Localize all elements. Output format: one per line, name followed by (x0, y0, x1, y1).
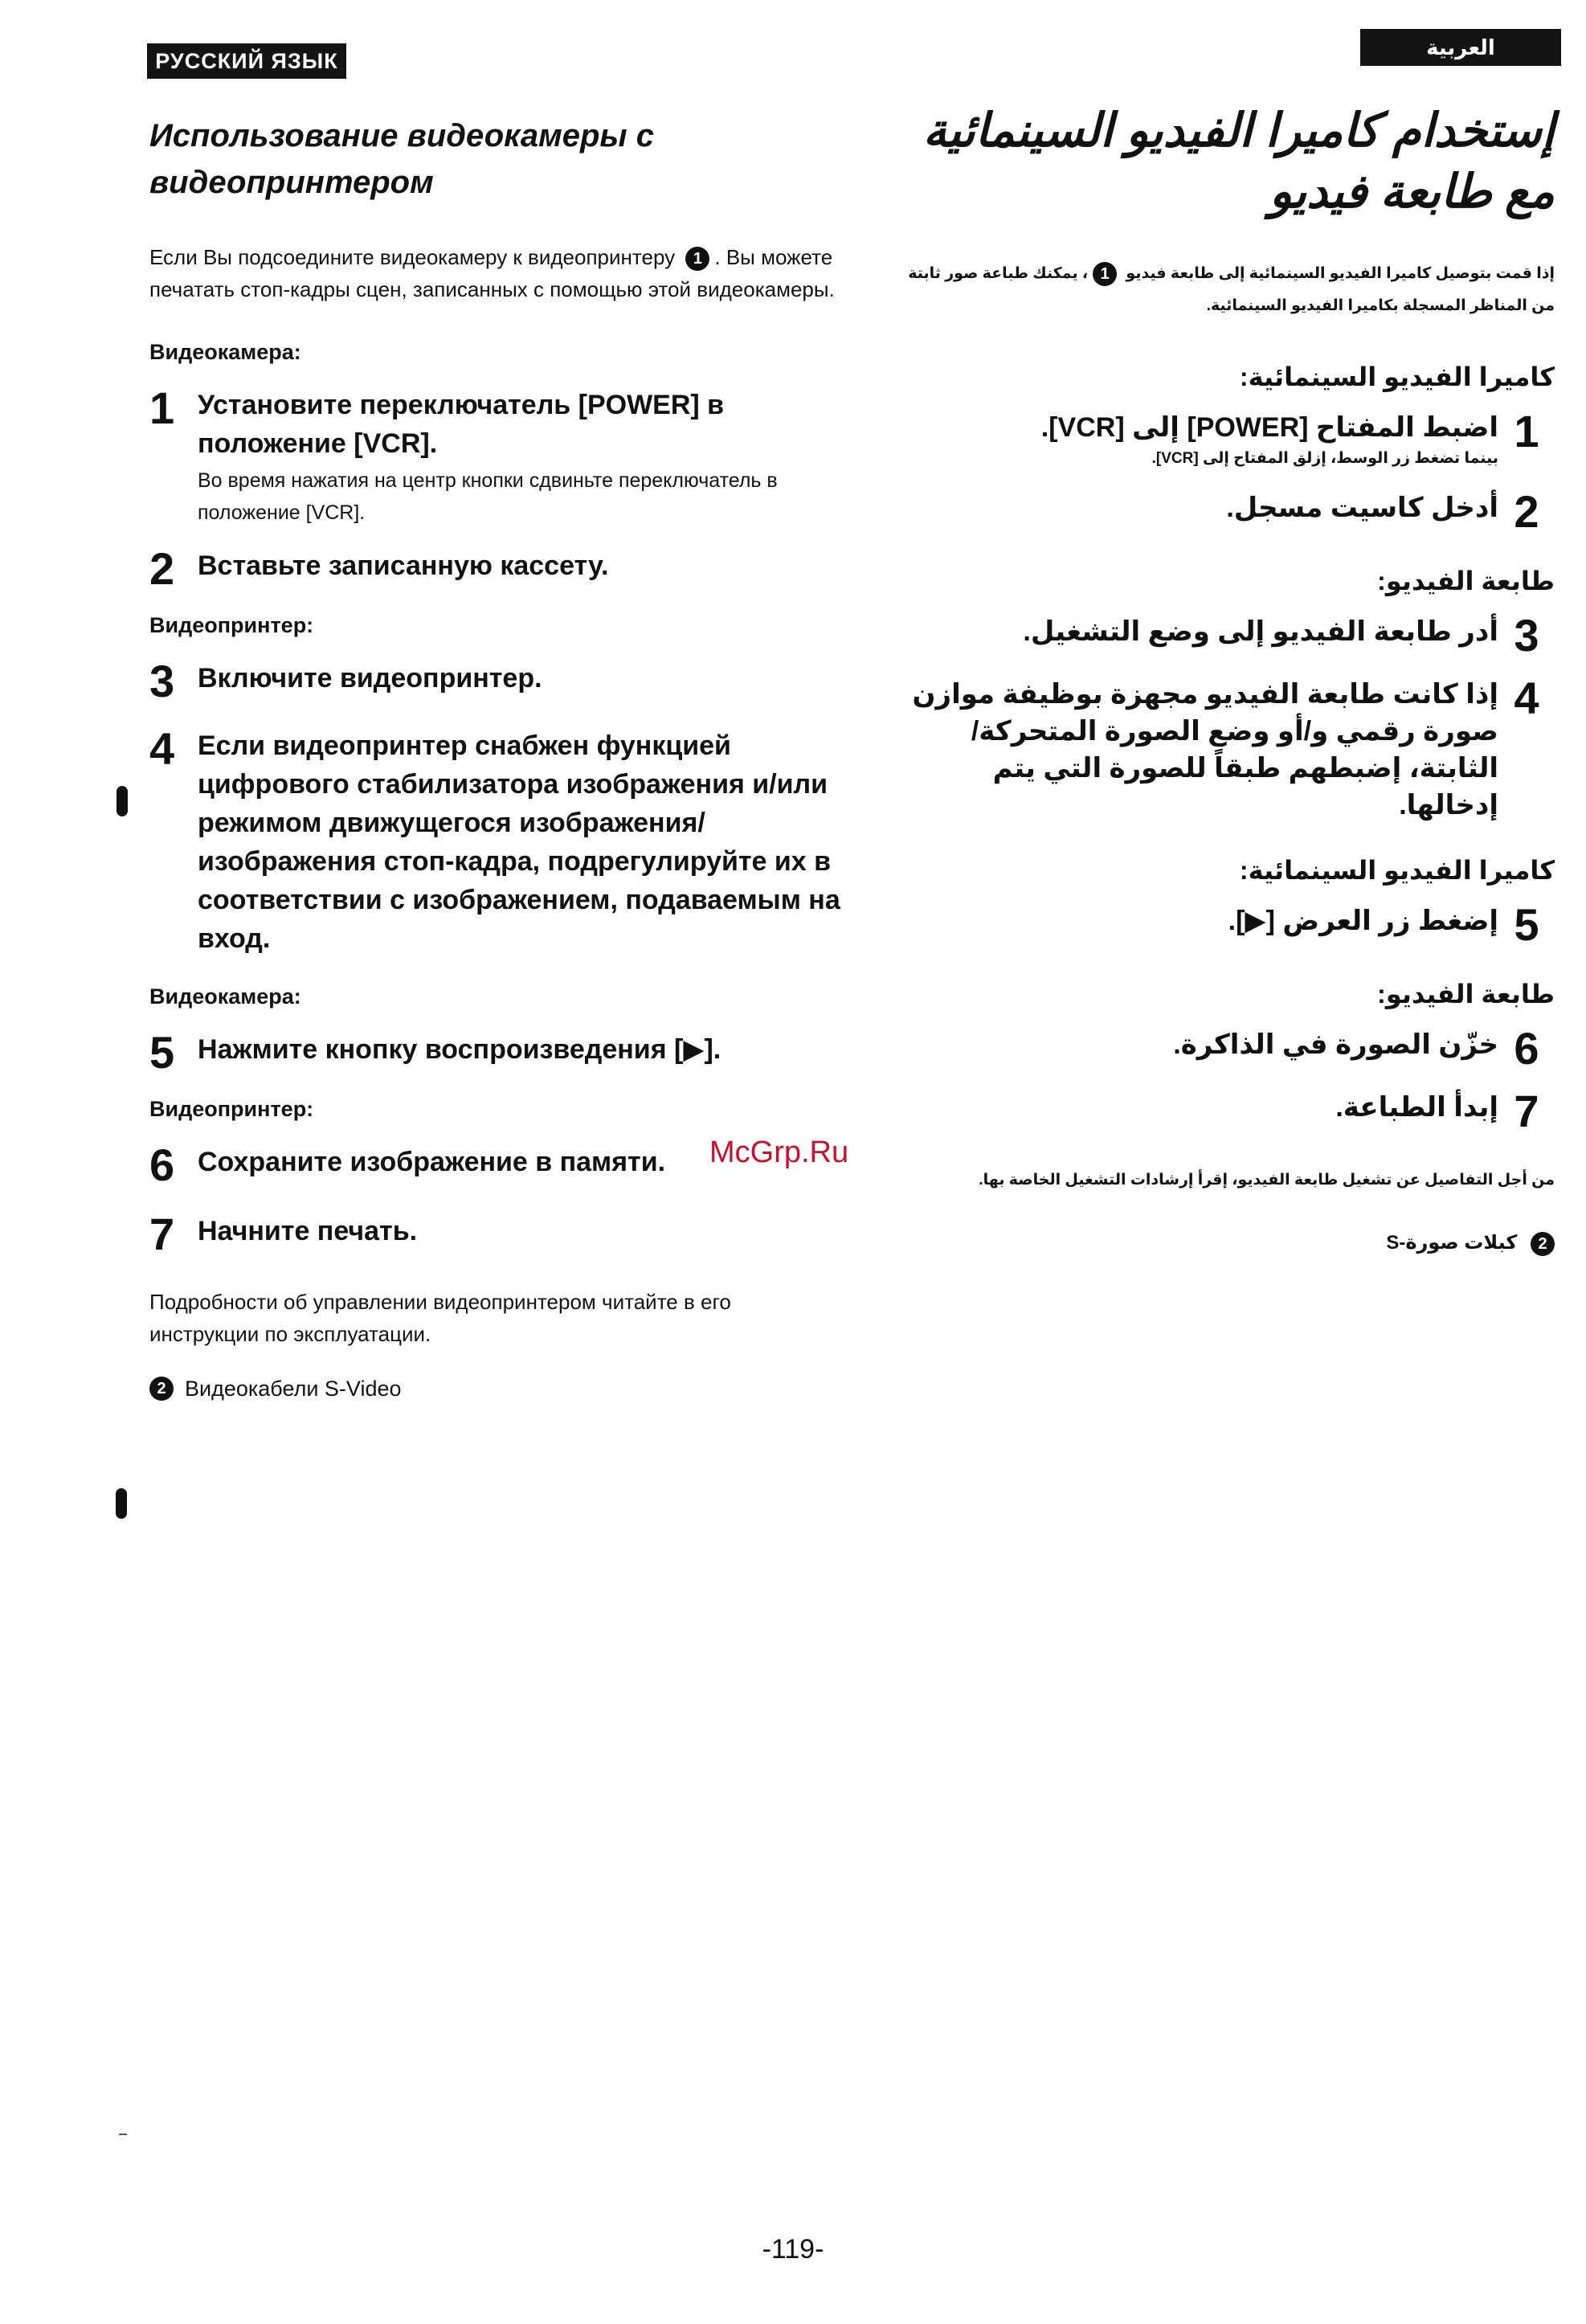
step-text: Вставьте записанную кассету. (198, 550, 609, 581)
step-3 (149, 656, 840, 706)
footnote-russian: Подробности об управлении видеопринтером читайте в его инструкции по эксплуатации. (149, 1290, 731, 1346)
margin-dash (119, 2134, 127, 2135)
step-7 (896, 1086, 1555, 1136)
page-title-arabic: إستخدام كاميرا الفيديو السينمائية مع طابعة فيديو (922, 104, 1555, 218)
footnote-arabic: من أجل التفاصيل عن تشغيل طابعة الفيديو، إقرأ إرشادات التشغيل الخاصة بها. (979, 1172, 1555, 1189)
step-text: أدخل كاسيت مسجل. (1226, 493, 1498, 523)
cable-legend-arabic (896, 1227, 1555, 1259)
step-2 (896, 486, 1555, 537)
cable-label: Видеокабели S-Video (185, 1377, 402, 1401)
step-text: أدر طابعة الفيديو إلى وضع التشغيل. (1023, 616, 1498, 647)
arabic-column (896, 100, 1555, 1259)
russian-column (149, 113, 840, 1405)
intro-text-start: Если Вы подсоедините видеокамеру к видеопринтеру (149, 245, 676, 269)
step-4 (149, 723, 840, 958)
step-subtext: Во время нажатия на центр кнопки сдвиньте переключатель в положение [VCR]. (198, 469, 778, 524)
margin-mark (116, 1488, 127, 1519)
section-printer: طابعة الفيديو: (1377, 567, 1555, 595)
section-camera: Видеокамера: (149, 984, 301, 1009)
section-camera: Видеокамера: (149, 340, 301, 364)
step-7 (149, 1209, 840, 1259)
section-camera: كاميرا الفيديو السينمائية: (1239, 856, 1555, 885)
language-badge-arabic: العربية (1360, 29, 1561, 66)
step-text: Нажмите кнопку воспроизведения [▶]. (198, 1034, 721, 1065)
intro-text-end: . Вы можете печатать стоп-кадры сцен, записанных с помощью этой видеокамеры. (149, 245, 835, 301)
step-1 (149, 383, 840, 529)
step-6 (896, 1023, 1555, 1074)
step-4 (896, 673, 1555, 824)
section-printer: Видеопринтер: (149, 1097, 314, 1121)
step-number: 4 (149, 723, 175, 774)
step-text: إبدأ الطباعة. (1335, 1092, 1498, 1123)
cable-legend-russian (149, 1373, 840, 1405)
step-text: Начните печать. (198, 1216, 418, 1246)
page-title-russian: Использование видеокамеры с видеопринтером (149, 118, 654, 200)
step-number: 6 (1514, 1023, 1539, 1074)
margin-mark (116, 786, 128, 816)
step-text: إذا كانت طابعة الفيديو مجهزة بوظيفة موازن صورة رقمي و/أو وضع الصورة المتحركة/الثابتة، إضبطهم طبقاً للصورة التي يتم إدخالها. (912, 679, 1498, 820)
step-number: 5 (1514, 899, 1539, 950)
section-printer: طابعة الفيديو: (1377, 980, 1555, 1009)
callout-marker-2: 2 (149, 1377, 174, 1401)
step-text: إضغط زر العرض [▶]. (1228, 906, 1498, 936)
step-number: 3 (1514, 610, 1539, 661)
step-text: Установите переключатель [POWER] в положение [VCR]. (198, 390, 725, 459)
section-printer: Видеопринтер: (149, 613, 314, 637)
page-number: -119- (762, 2234, 824, 2265)
watermark: McGrp.Ru (709, 1135, 849, 1169)
cable-label: كبلات صورة-S (1386, 1232, 1518, 1254)
step-number: 6 (149, 1139, 175, 1190)
intro-russian (149, 241, 840, 305)
step-number: 2 (1514, 486, 1539, 537)
intro-text-start: إذا قمت بتوصيل كاميرا الفيديو السينمائية إلى طابعة فيديو (1126, 265, 1555, 282)
step-text: Включите видеопринтер. (198, 663, 542, 694)
intro-text-end: ، يمكنك طباعة صور ثابتة من المناظر المسجلة بكاميرا الفيديو السينمائية. (908, 265, 1555, 314)
intro-arabic (896, 258, 1555, 322)
callout-marker-2: 2 (1531, 1232, 1555, 1256)
step-number: 1 (1514, 406, 1539, 456)
step-number: 3 (149, 656, 175, 706)
section-camera: كاميرا الفيديو السينمائية: (1239, 362, 1555, 391)
step-5 (896, 899, 1555, 950)
step-text: Сохраните изображение в памяти. (198, 1147, 666, 1177)
callout-marker-1: 1 (685, 247, 709, 271)
step-number: 1 (149, 383, 175, 433)
callout-marker-1: 1 (1093, 262, 1117, 286)
step-1 (896, 406, 1555, 472)
step-subtext: بينما تضغط زر الوسط، إزلق المفتاح إلى [VCR]. (1151, 450, 1498, 467)
step-number: 4 (1514, 673, 1539, 723)
step-number: 7 (1514, 1086, 1539, 1136)
step-2 (149, 543, 840, 594)
step-number: 5 (149, 1027, 175, 1078)
language-badge-russian: РУССКИЙ ЯЗЫК (147, 43, 346, 79)
step-text: اضبط المفتاح [POWER] إلى [VCR]. (1040, 412, 1498, 443)
step-5 (149, 1027, 840, 1078)
step-3 (896, 610, 1555, 661)
step-number: 7 (149, 1209, 175, 1259)
step-number: 2 (149, 543, 175, 594)
step-text: Если видеопринтер снабжен функцией цифрового стабилизатора изображения и/или режимом движущегося изображения/изображения стоп-кадра, подрегулируйте их в соответствии с изображением, подаваемым на вход. (198, 730, 840, 954)
step-text: خزّن الصورة في الذاكرة. (1173, 1029, 1498, 1060)
